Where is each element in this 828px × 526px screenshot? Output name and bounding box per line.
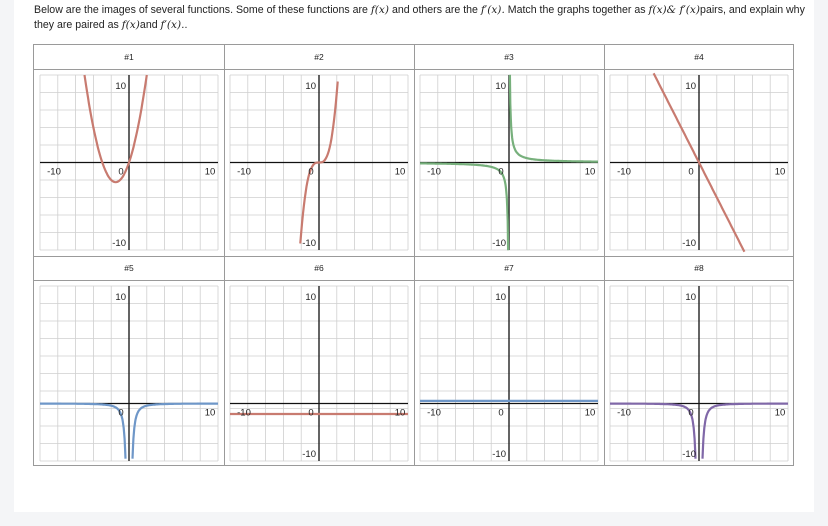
x-min-label: -10 (617, 407, 631, 419)
y-max-label: 10 (305, 81, 316, 92)
graph-4 (604, 69, 794, 256)
instructions-text (34, 3, 814, 32)
graph-5 (34, 280, 224, 467)
instr-part: and (139, 18, 161, 31)
graph-title: #8 (694, 263, 704, 273)
origin-label: 0 (118, 407, 124, 419)
x-min-label: -10 (237, 407, 251, 419)
table-row-divider (34, 256, 793, 257)
x-max-label: 10 (204, 166, 216, 178)
instr-part: and others are the (389, 4, 481, 16)
origin-label: 0 (118, 166, 124, 178)
instr-part: . (184, 18, 188, 31)
x-min-label: -10 (237, 166, 251, 178)
math-fx: f(x) (370, 4, 389, 16)
function-curve (40, 404, 126, 459)
math-fx: f(x) (121, 18, 140, 31)
origin-label: 0 (688, 407, 694, 419)
x-min-label: -10 (617, 166, 631, 178)
instr-part: they are paired as (34, 18, 122, 31)
math-pair: f(x)& f′(x) (648, 4, 701, 16)
graph-title: #6 (314, 263, 324, 273)
x-min-label: -10 (47, 166, 61, 178)
graph-2 (224, 69, 414, 256)
instr-part: pairs, and explain why (700, 4, 805, 16)
graph-title: #4 (694, 52, 704, 62)
y-min-label: -10 (682, 449, 696, 460)
graph-8 (604, 280, 794, 467)
y-min-label: -10 (302, 449, 316, 460)
y-max-label: 10 (115, 81, 126, 92)
y-min-label: -10 (492, 449, 506, 460)
y-max-label: 10 (495, 81, 506, 92)
y-min-label: -10 (492, 238, 506, 249)
x-min-label: -10 (427, 407, 441, 419)
x-min-label: -10 (427, 166, 441, 178)
graph-6 (224, 280, 414, 467)
x-max-label: 10 (584, 407, 596, 419)
graph-title: #3 (504, 52, 514, 62)
math-fpx: f′(x). (480, 4, 505, 16)
function-curve (510, 75, 598, 162)
y-min-label: -10 (302, 238, 316, 249)
y-max-label: 10 (495, 292, 506, 303)
y-max-label: 10 (685, 292, 696, 303)
graph-3 (414, 69, 604, 256)
x-max-label: 10 (774, 407, 786, 419)
graph-7 (414, 280, 604, 467)
x-max-label: 10 (584, 166, 596, 178)
x-max-label: 10 (204, 407, 216, 419)
origin-label: 0 (498, 166, 504, 178)
graphs-table (33, 44, 794, 466)
instr-part: Match the graphs together as (504, 4, 649, 16)
y-max-label: 10 (115, 292, 126, 303)
x-max-label: 10 (774, 166, 786, 178)
x-max-label: 10 (394, 166, 406, 178)
y-min-label: -10 (112, 238, 126, 249)
instr-part: Below are the images of several functions. Some of these functions are (34, 4, 371, 16)
origin-label: 0 (688, 166, 694, 178)
graph-title: #1 (124, 52, 134, 62)
graph-1 (34, 69, 224, 256)
y-min-label: -10 (682, 238, 696, 249)
math-fpx: f′(x). (160, 18, 185, 31)
x-max-label: 10 (394, 407, 406, 419)
origin-label: 0 (308, 166, 314, 178)
origin-label: 0 (308, 407, 314, 419)
graph-title: #5 (124, 263, 134, 273)
y-max-label: 10 (305, 292, 316, 303)
origin-label: 0 (498, 407, 504, 419)
y-max-label: 10 (685, 81, 696, 92)
graph-title: #7 (504, 263, 514, 273)
graph-title: #2 (314, 52, 324, 62)
